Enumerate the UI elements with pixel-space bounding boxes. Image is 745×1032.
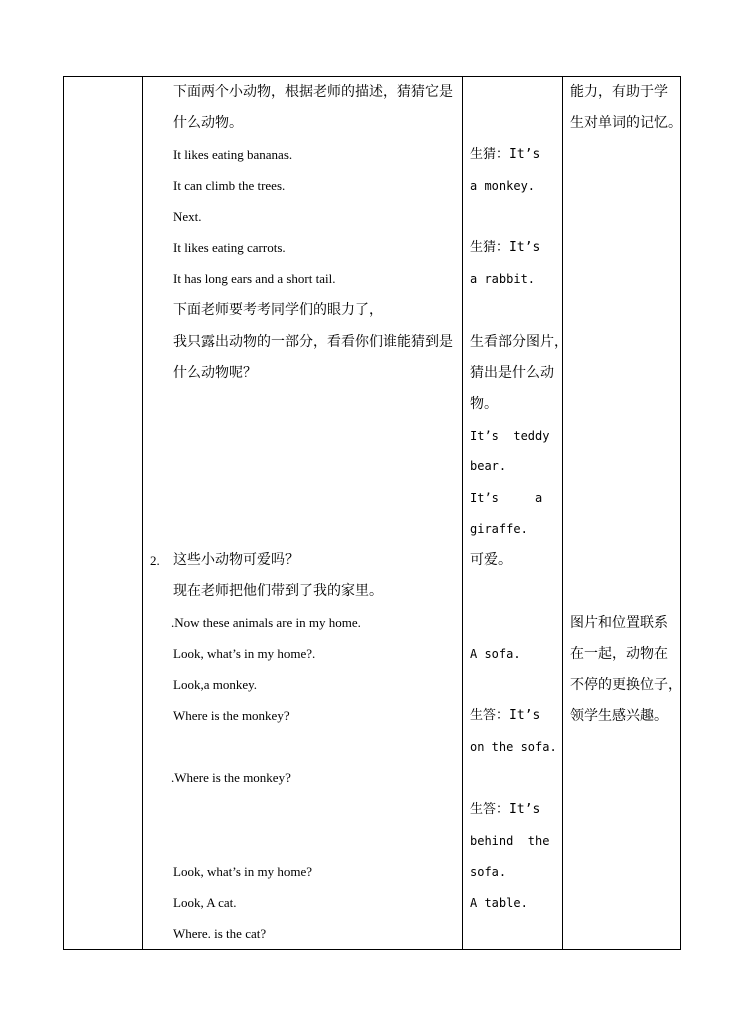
student-line: 可爱。 [470,552,512,568]
teacher-line: 现在老师把他们带到了我的家里。 [173,583,383,599]
teacher-line: Next. [173,209,202,224]
student-line: A sofa. [470,647,521,661]
note-line: 能力，有助于学 [570,84,668,100]
teacher-line: Where is the monkey? [173,708,290,723]
student-line: 生猜：It’s [470,147,541,162]
teacher-line: It likes eating bananas. [173,147,293,162]
step-number: 2. [150,553,160,568]
column-divider [142,77,143,949]
lesson-table [63,76,681,950]
teacher-line: .Now these animals are in my home. [171,615,361,630]
teacher-line: It has long ears and a short tail. [173,271,336,286]
teacher-line: It likes eating carrots. [173,240,286,255]
student-line: sofa. [470,865,507,879]
note-line: 领学生感兴趣。 [570,708,668,724]
student-line: A table. [470,896,528,910]
note-line: 图片和位置联系 [570,615,668,631]
column-divider [562,77,563,949]
teacher-line: Look,a monkey. [173,677,257,692]
student-line: 物。 [470,396,498,412]
note-line: 不停的更换位子， [570,677,682,693]
student-line: 生猜：It’s [470,240,541,255]
student-line: a rabbit. [470,272,536,286]
teacher-line: .Where is the monkey? [171,770,291,785]
note-line: 在一起，动物在 [570,646,668,662]
teacher-line: Where. is the cat? [173,926,267,941]
teacher-line: 我只露出动物的一部分，看看你们谁能猜到是 [173,334,453,350]
teacher-line: 下面两个小动物，根据老师的描述，猜猜它是 [173,84,453,100]
student-line: 生答：It’s [470,708,541,723]
student-line: bear. [470,459,507,473]
student-line: 猜出是什么动 [470,365,554,381]
student-line: It’s teddy [470,429,550,443]
teacher-line: It can climb the trees. [173,178,286,193]
teacher-line: Look, what’s in my home? [173,864,313,879]
teacher-line: 什么动物呢？ [173,365,257,381]
student-line: giraffe. [470,522,528,536]
teacher-line: 这些小动物可爱吗？ [173,552,299,568]
student-line: a monkey. [470,179,536,193]
student-line: It’s a [470,491,543,505]
teacher-line: 什么动物。 [173,115,243,131]
student-line: 生看部分图片， [470,334,568,350]
column-divider [462,77,463,949]
teacher-line: Look, what’s in my home?. [173,646,316,661]
student-line: on the sofa. [470,740,557,754]
student-line: behind the [470,834,550,848]
teacher-line: 下面老师要考考同学们的眼力了， [173,302,383,318]
note-line: 生对单词的记忆。 [570,115,682,131]
student-line: 生答：It’s [470,802,541,817]
teacher-line: Look, A cat. [173,895,237,910]
